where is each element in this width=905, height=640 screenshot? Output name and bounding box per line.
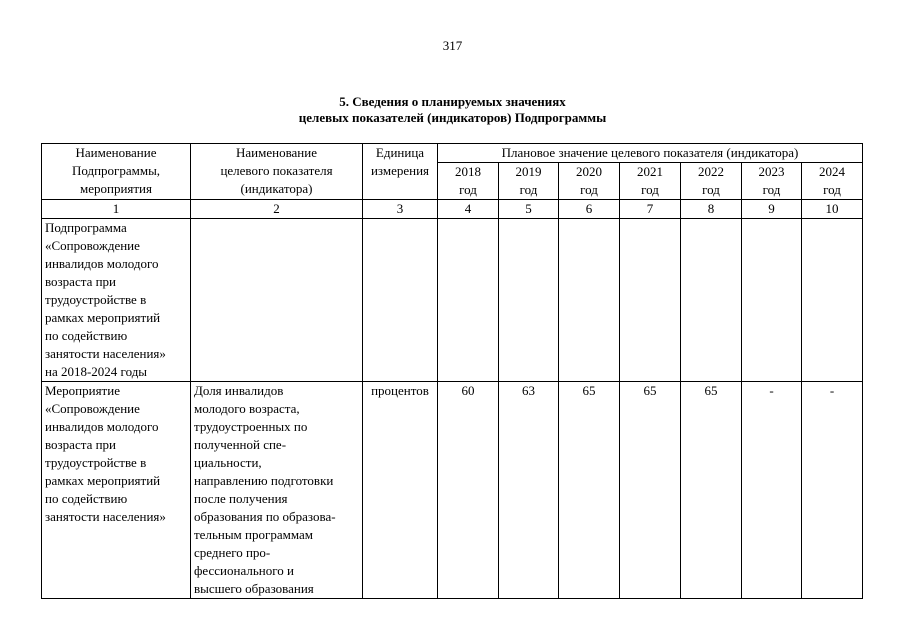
value-2020: 65 [559,382,620,599]
subprogram-row [42,219,863,382]
value-2022: 65 [681,382,742,599]
empty-cell [681,219,742,382]
column-number: 6 [559,200,620,219]
column-number: 1 [42,200,191,219]
column-number: 9 [742,200,802,219]
column-number: 10 [802,200,863,219]
header-year-2024: 2024 год [802,163,863,200]
header-indicator: Наименование целевого показателя (индикатора) [191,144,363,200]
column-number: 4 [438,200,499,219]
heading-line-2: целевых показателей (индикаторов) Подпрограммы [298,110,607,125]
column-number: 5 [499,200,559,219]
empty-cell [559,219,620,382]
header-unit: Единица измерения [363,144,438,200]
empty-cell [620,219,681,382]
heading-line-1: 5. Сведения о планируемых значениях [339,94,566,109]
value-2018: 60 [438,382,499,599]
value-2021: 65 [620,382,681,599]
empty-cell [191,219,363,382]
column-number-row [42,200,863,219]
indicators-table [41,143,863,599]
column-number: 2 [191,200,363,219]
column-number: 3 [363,200,438,219]
value-2023: - [742,382,802,599]
measure-name: Мероприятие «Сопровождение инвалидов молодого возраста при трудоустройстве в рамках мероприятий по содействию занятости населения» [42,382,191,599]
indicator-name: Доля инвалидов молодого возраста, трудоустроенных по полученной спе- циальности, направлению подготовки после получения образования по образова- тельным программам среднего про- фессионального и высшего образования [191,382,363,599]
empty-cell [438,219,499,382]
header-year-2020: 2020 год [559,163,620,200]
section-heading [0,94,905,126]
column-number: 7 [620,200,681,219]
header-year-2022: 2022 год [681,163,742,200]
header-subprogram: Наименование Подпрограммы, мероприятия [42,144,191,200]
header-plan-value: Плановое значение целевого показателя (индикатора) [438,144,863,163]
value-2024: - [802,382,863,599]
column-number: 8 [681,200,742,219]
subprogram-name: Подпрограмма «Сопровождение инвалидов молодого возраста при трудоустройстве в рамках мероприятий по содействию занятости населения» на 2018-2024 годы [42,219,191,382]
unit-value: процентов [363,382,438,599]
empty-cell [499,219,559,382]
header-year-2023: 2023 год [742,163,802,200]
header-year-2021: 2021 год [620,163,681,200]
header-year-2019: 2019 год [499,163,559,200]
page-number: 317 [442,38,463,53]
measure-row [42,382,863,599]
empty-cell [742,219,802,382]
header-year-2018: 2018 год [438,163,499,200]
empty-cell [802,219,863,382]
value-2019: 63 [499,382,559,599]
empty-cell [363,219,438,382]
